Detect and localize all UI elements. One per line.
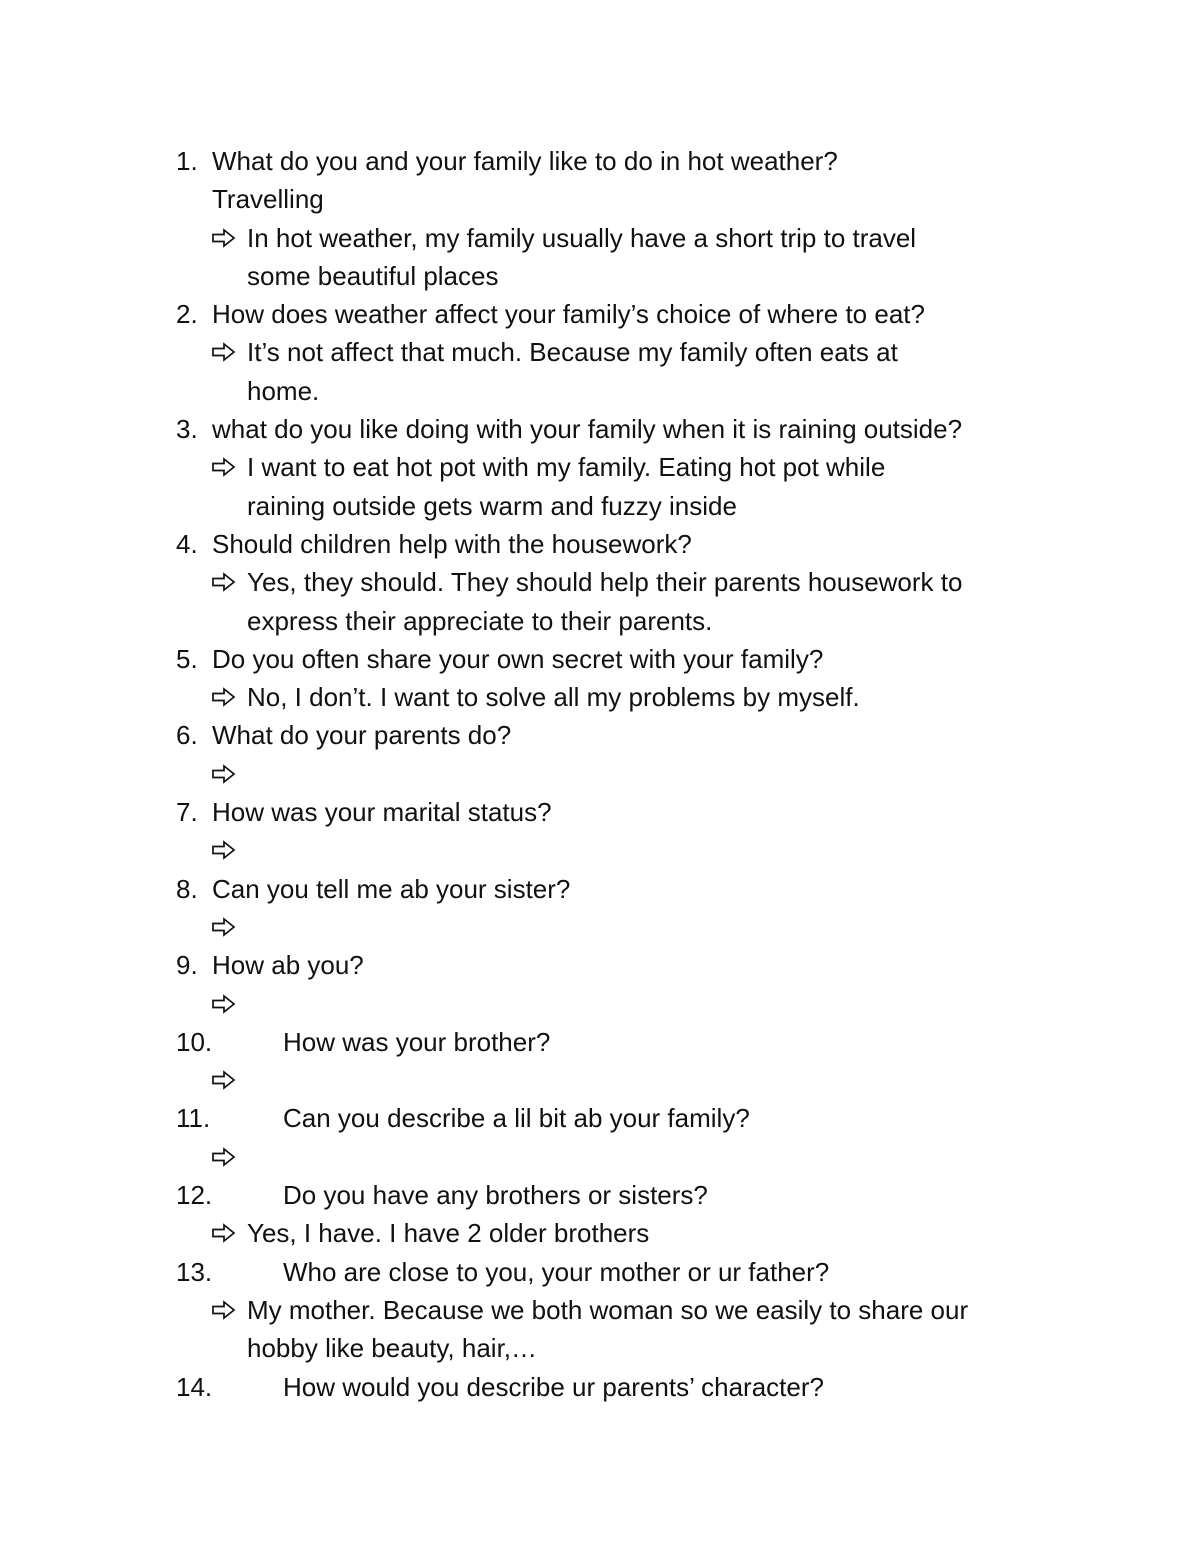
answer-line-empty: [0, 985, 1200, 1023]
question-text: How would you describe ur parents’ character?: [283, 1371, 824, 1402]
right-arrow-outline-icon: [212, 563, 238, 601]
answer-line: [0, 219, 1200, 257]
question-item: [0, 793, 1200, 831]
answer-text: Yes, they should. They should help their parents housework to: [247, 567, 963, 598]
answer-text: home.: [247, 375, 320, 406]
question-number: 1.: [176, 146, 198, 176]
question-number: 6.: [176, 720, 198, 751]
answer-text: I want to eat hot pot with my family. Eating hot pot while: [247, 452, 886, 483]
answer-continuation: [0, 602, 1200, 640]
answer-text: express their appreciate to their parents.: [247, 605, 713, 636]
answer-text: My mother. Because we both woman so we easily to share our: [247, 1294, 969, 1325]
question-text: What do you and your family like to do in hot weather?: [212, 146, 838, 176]
question-number: 12.: [176, 1180, 213, 1211]
question-number: 5.: [176, 643, 198, 674]
answer-line-empty: [0, 831, 1200, 869]
question-number: 13.: [176, 1256, 213, 1287]
answer-text: hobby like beauty, hair,…: [247, 1333, 538, 1364]
answer-line: [0, 333, 1200, 371]
right-arrow-outline-icon: [212, 1138, 238, 1176]
answer-line: [0, 1214, 1200, 1252]
question-item: [0, 640, 1200, 678]
question-item: [0, 142, 1200, 180]
right-arrow-outline-icon: [212, 219, 238, 257]
note-line: [0, 180, 1200, 218]
question-item: [0, 1099, 1200, 1137]
question-item: [0, 1023, 1200, 1061]
answer-text: some beautiful places: [247, 260, 499, 291]
question-list: [0, 142, 1200, 1406]
question-item: [0, 946, 1200, 984]
answer-text: No, I don’t. I want to solve all my problems by myself.: [247, 682, 860, 713]
right-arrow-outline-icon: [212, 908, 238, 946]
answer-continuation: [0, 257, 1200, 295]
question-item: [0, 410, 1200, 448]
question-number: 9.: [176, 950, 198, 981]
answer-text: Yes, I have. I have 2 older brothers: [247, 1218, 650, 1249]
right-arrow-outline-icon: [212, 1061, 238, 1099]
answer-line: [0, 563, 1200, 601]
question-number: 11.: [176, 1103, 211, 1134]
right-arrow-outline-icon: [212, 448, 238, 486]
question-text: Can you tell me ab your sister?: [212, 873, 571, 904]
question-text: What do your parents do?: [212, 720, 512, 751]
question-item: [0, 1368, 1200, 1406]
answer-text: In hot weather, my family usually have a short trip to travel: [247, 222, 917, 253]
question-text: How was your brother?: [283, 1026, 551, 1057]
question-number: 7.: [176, 797, 198, 828]
answer-line-empty: [0, 908, 1200, 946]
question-text: Who are close to you, your mother or ur father?: [283, 1256, 830, 1287]
question-item: [0, 1253, 1200, 1291]
question-item: [0, 716, 1200, 754]
answer-line: [0, 1291, 1200, 1329]
answer-line-empty: [0, 1138, 1200, 1176]
question-item: [0, 525, 1200, 563]
question-text: what do you like doing with your family when it is raining outside?: [212, 414, 963, 445]
question-text: Should children help with the housework?: [212, 528, 692, 559]
answer-text: raining outside gets warm and fuzzy inside: [247, 490, 737, 521]
question-number: 14.: [176, 1371, 213, 1402]
question-item: [0, 295, 1200, 333]
question-number: 10.: [176, 1026, 213, 1057]
question-text: Do you often share your own secret with your family?: [212, 643, 824, 674]
question-text: How ab you?: [212, 950, 364, 981]
right-arrow-outline-icon: [212, 985, 238, 1023]
question-text: How does weather affect your family’s choice of where to eat?: [212, 299, 925, 330]
question-number: 4.: [176, 528, 198, 559]
question-item: [0, 870, 1200, 908]
right-arrow-outline-icon: [212, 1214, 238, 1252]
answer-line: [0, 448, 1200, 486]
question-number: 2.: [176, 299, 198, 330]
right-arrow-outline-icon: [212, 333, 238, 371]
question-item: [0, 1176, 1200, 1214]
question-number: 8.: [176, 873, 198, 904]
answer-continuation: [0, 487, 1200, 525]
question-text: How was your marital status?: [212, 797, 552, 828]
answer-line-empty: [0, 1061, 1200, 1099]
question-text: Can you describe a lil bit ab your family?: [283, 1103, 750, 1134]
right-arrow-outline-icon: [212, 678, 238, 716]
answer-continuation: [0, 1329, 1200, 1367]
answer-line: [0, 678, 1200, 716]
question-number: 3.: [176, 414, 198, 445]
right-arrow-outline-icon: [212, 755, 238, 793]
answer-line-empty: [0, 755, 1200, 793]
question-text: Do you have any brothers or sisters?: [283, 1180, 708, 1211]
answer-text: It’s not affect that much. Because my family often eats at: [247, 337, 898, 368]
right-arrow-outline-icon: [212, 1291, 238, 1329]
note-text: Travelling: [212, 184, 324, 215]
right-arrow-outline-icon: [212, 831, 238, 869]
answer-continuation: [0, 372, 1200, 410]
